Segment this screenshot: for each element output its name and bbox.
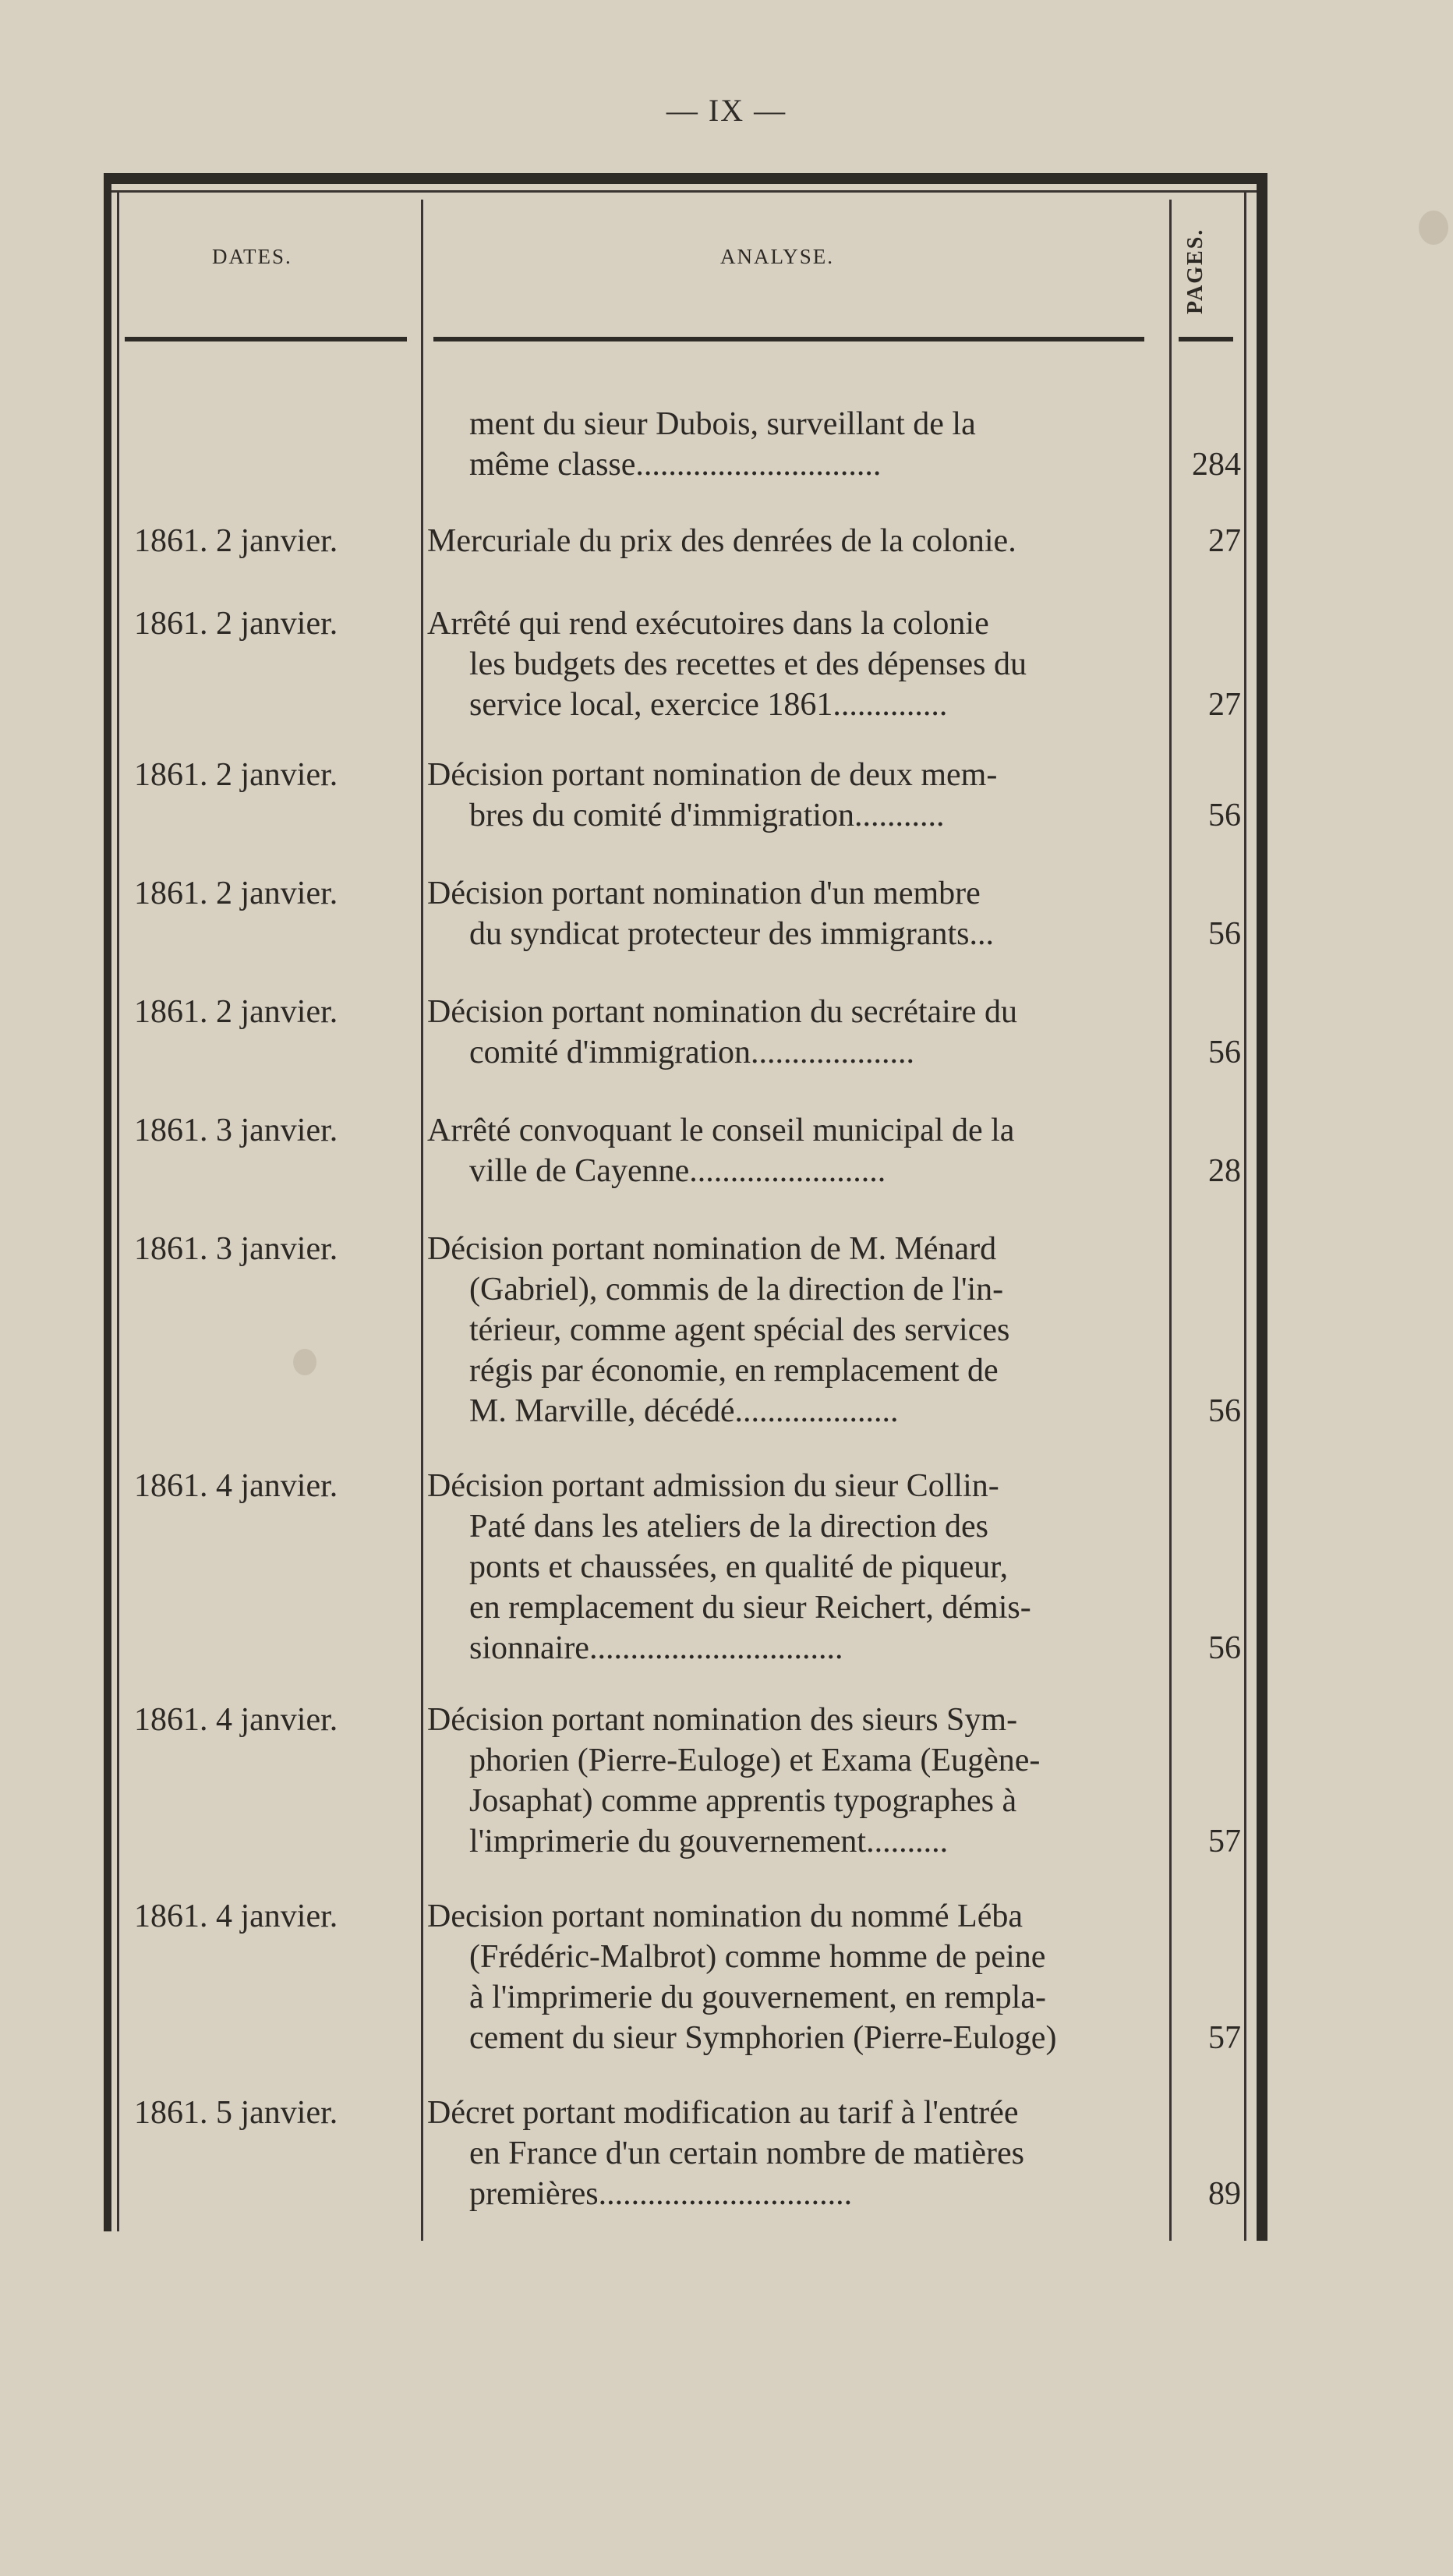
entry-analysis: [427, 755, 1163, 836]
entry-analysis: [427, 521, 1163, 561]
entry-date: 1861. 3 janvier.: [134, 1113, 338, 1148]
analysis-line: Décision portant nomination du secrétaire du: [427, 994, 1017, 1030]
entry-date: 1861. 5 janvier.: [134, 2095, 338, 2131]
analysis-line: comité d'immigration....................: [469, 1035, 914, 1070]
entry-analysis: [427, 992, 1163, 1073]
analysis-line: premières...............................: [469, 2176, 853, 2212]
entry-page-number: 89: [1208, 2176, 1241, 2212]
entry-page-number: 56: [1208, 916, 1241, 952]
header-dates: DATES.: [212, 245, 292, 268]
page-number: — IX —: [666, 93, 787, 128]
entry-analysis: [427, 873, 1163, 954]
analysis-line: service local, exercice 1861..............: [469, 687, 948, 723]
entry-date: 1861. 2 janvier.: [134, 606, 338, 642]
entry-analysis: [427, 1466, 1163, 1668]
analysis-line: Arrêté convoquant le conseil municipal de la: [427, 1113, 1015, 1148]
entry-date: 1861. 2 janvier.: [134, 757, 338, 793]
entry-analysis: [427, 2093, 1163, 2214]
analysis-line: Décret portant modification au tarif à l'entrée: [427, 2095, 1019, 2131]
entry-date: 1861. 4 janvier.: [134, 1898, 338, 1934]
analysis-line: en remplacement du sieur Reichert, démis-: [469, 1590, 1031, 1626]
entry-date: 1861. 2 janvier.: [134, 523, 338, 559]
entry-page-number: 284: [1192, 447, 1241, 483]
analysis-line: Décision portant nomination de M. Ménard: [427, 1231, 997, 1267]
analysis-line: du syndicat protecteur des immigrants...: [469, 916, 995, 952]
entry-page-number: 27: [1208, 687, 1241, 723]
entry-date: 1861. 2 janvier.: [134, 876, 338, 911]
analysis-line: ville de Cayenne........................: [469, 1153, 886, 1189]
analysis-line: Décision portant admission du sieur Collin-: [427, 1468, 999, 1504]
entry-page-number: 27: [1208, 523, 1241, 559]
entry-date: 1861. 4 janvier.: [134, 1702, 338, 1738]
entry-analysis: [427, 1229, 1163, 1431]
entry-page-number: 56: [1208, 1393, 1241, 1429]
analysis-line: ponts et chaussées, en qualité de piqueur,: [469, 1549, 1009, 1585]
analysis-line: cement du sieur Symphorien (Pierre-Euloge): [469, 2020, 1057, 2056]
entry-page-number: 28: [1208, 1153, 1241, 1189]
entry-analysis: [427, 1700, 1163, 1862]
entry-date: 1861. 2 janvier.: [134, 994, 338, 1030]
analysis-line: Josaphat) comme apprentis typographes à: [469, 1783, 1017, 1819]
entry-page-number: 57: [1208, 2020, 1241, 2056]
analysis-line: M. Marville, décédé....................: [469, 1393, 899, 1429]
analysis-line: Décision portant nomination des sieurs Sym-: [427, 1702, 1018, 1738]
analysis-line: bres du comité d'immigration...........: [469, 798, 945, 833]
analysis-line: Paté dans les ateliers de la direction des: [469, 1509, 988, 1545]
entry-page-number: 57: [1208, 1824, 1241, 1859]
entry-analysis: [427, 404, 1163, 485]
analysis-line: térieur, comme agent spécial des services: [469, 1312, 1010, 1348]
analysis-line: à l'imprimerie du gouvernement, en rempla-: [469, 1980, 1046, 2015]
analysis-line: l'imprimerie du gouvernement..........: [469, 1824, 949, 1859]
entry-analysis: [427, 1110, 1163, 1191]
analysis-line: même classe..............................: [469, 447, 882, 483]
analysis-line: en France d'un certain nombre de matières: [469, 2135, 1024, 2171]
analysis-line: régis par économie, en remplacement de: [469, 1353, 999, 1389]
analysis-line: (Frédéric-Malbrot) comme homme de peine: [469, 1939, 1046, 1975]
analysis-line: sionnaire...............................: [469, 1630, 843, 1666]
analysis-line: Décision portant nomination de deux mem-: [427, 757, 998, 793]
analysis-line: Arrêté qui rend exécutoires dans la colonie: [427, 606, 989, 642]
entry-date: 1861. 4 janvier.: [134, 1468, 338, 1504]
entry-analysis: [427, 603, 1163, 725]
analysis-line: Decision portant nomination du nommé Léba: [427, 1898, 1023, 1934]
entry-page-number: 56: [1208, 1630, 1241, 1666]
entry-page-number: 56: [1208, 798, 1241, 833]
analysis-line: phorien (Pierre-Euloge) et Exama (Eugène-: [469, 1743, 1041, 1778]
header-analyse: ANALYSE.: [720, 245, 835, 268]
analysis-line: les budgets des recettes et des dépenses du: [469, 646, 1027, 682]
analysis-line: Mercuriale du prix des denrées de la colonie.: [427, 523, 1016, 559]
analysis-line: Décision portant nomination d'un membre: [427, 876, 981, 911]
header-pages: PAGES.: [1183, 228, 1207, 315]
analysis-line: ment du sieur Dubois, surveillant de la: [469, 406, 976, 442]
entry-analysis: [427, 1896, 1163, 2058]
analysis-line: (Gabriel), commis de la direction de l'in-: [469, 1272, 1004, 1307]
entry-date: 1861. 3 janvier.: [134, 1231, 338, 1267]
entry-page-number: 56: [1208, 1035, 1241, 1070]
